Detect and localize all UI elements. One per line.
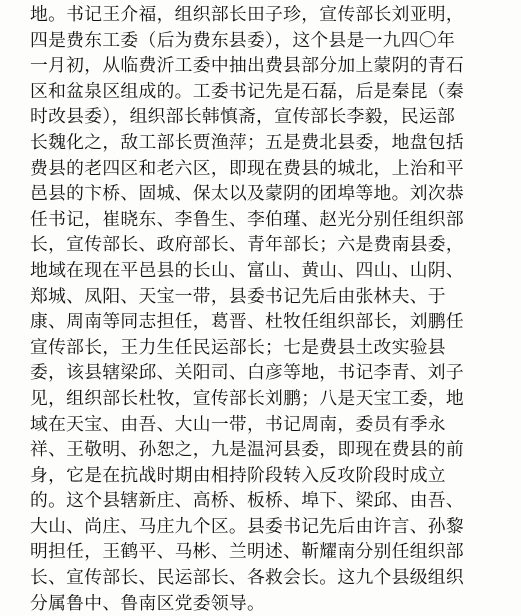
text-line: 费县的老四区和老六区，即现在费县的城北，上治和平 <box>30 157 464 179</box>
text-line: 四是费东工委（后为费东县委），这个县是一九四〇年 <box>30 29 456 51</box>
text-line: 委，该县辖梁邱、关阳司、白彦等地，书记李青、刘子 <box>30 362 464 384</box>
text-line: 长魏化之，敌工部长贾渔萍；五是费北县委，地盘包括 <box>30 131 464 153</box>
text-line: 郑城、凤阳、天宝一带，县委书记先后由张林夫、于 <box>30 285 446 307</box>
text-line: 邑县的卞桥、固城、保太以及蒙阴的团埠等地。刘次恭 <box>30 183 464 205</box>
text-line: 时改县委），组织部长韩慎斋，宣传部长李毅，民运部 <box>30 106 456 128</box>
text-line: 康、周南等同志担任，葛晋、杜牧任组织部长，刘鹏任 <box>30 311 464 333</box>
text-line: 的。这个县辖新庄、高桥、板桥、埠下、梁邱、由吾、 <box>30 490 464 512</box>
text-line: 分属鲁中、鲁南区党委领导。 <box>30 592 266 614</box>
text-line: 祥、王敬明、孙恕之，九是温河县委，即现在费县的前 <box>30 439 464 461</box>
text-line: 任书记，崔晓东、李鲁生、李伯瑾、赵光分别任组织部 <box>30 208 464 230</box>
text-line: 区和盆泉区组成的。工委书记先是石磊，后是秦昆（秦 <box>30 80 464 102</box>
body-text <box>30 2 500 616</box>
text-line: 地。书记王介福，组织部长田子珍，宣传部长刘亚明， <box>30 4 464 25</box>
text-line: 身，它是在抗战时期由相持阶段转入反攻阶段时成立 <box>30 464 446 486</box>
text-line: 长、宣传部长、民运部长、各救会长。这九个县级组织 <box>30 567 464 589</box>
text-line: 地域在现在平邑县的长山、富山、黄山、四山、山阴、 <box>30 259 464 281</box>
text-line: 域在天宝、由吾、大山一带，书记周南，委员有季永 <box>30 413 446 435</box>
text-line: 明担任，王鹤平、马彬、兰明述、靳耀南分别任组织部 <box>30 541 464 563</box>
text-line: 见，组织部长杜牧，宣传部长刘鹏；八是天宝工委，地 <box>30 387 464 409</box>
text-line: 长，宣传部长、政府部长、青年部长；六是费南县委， <box>30 234 464 256</box>
text-line: 大山、尚庄、马庄九个区。县委书记先后由许言、孙黎 <box>30 515 464 537</box>
text-line: 一月初，从临费沂工委中抽出费县部分加上蒙阴的青石 <box>30 55 464 77</box>
text-line: 宣传部长，王力生任民运部长；七是费县土改实验县 <box>30 336 446 358</box>
